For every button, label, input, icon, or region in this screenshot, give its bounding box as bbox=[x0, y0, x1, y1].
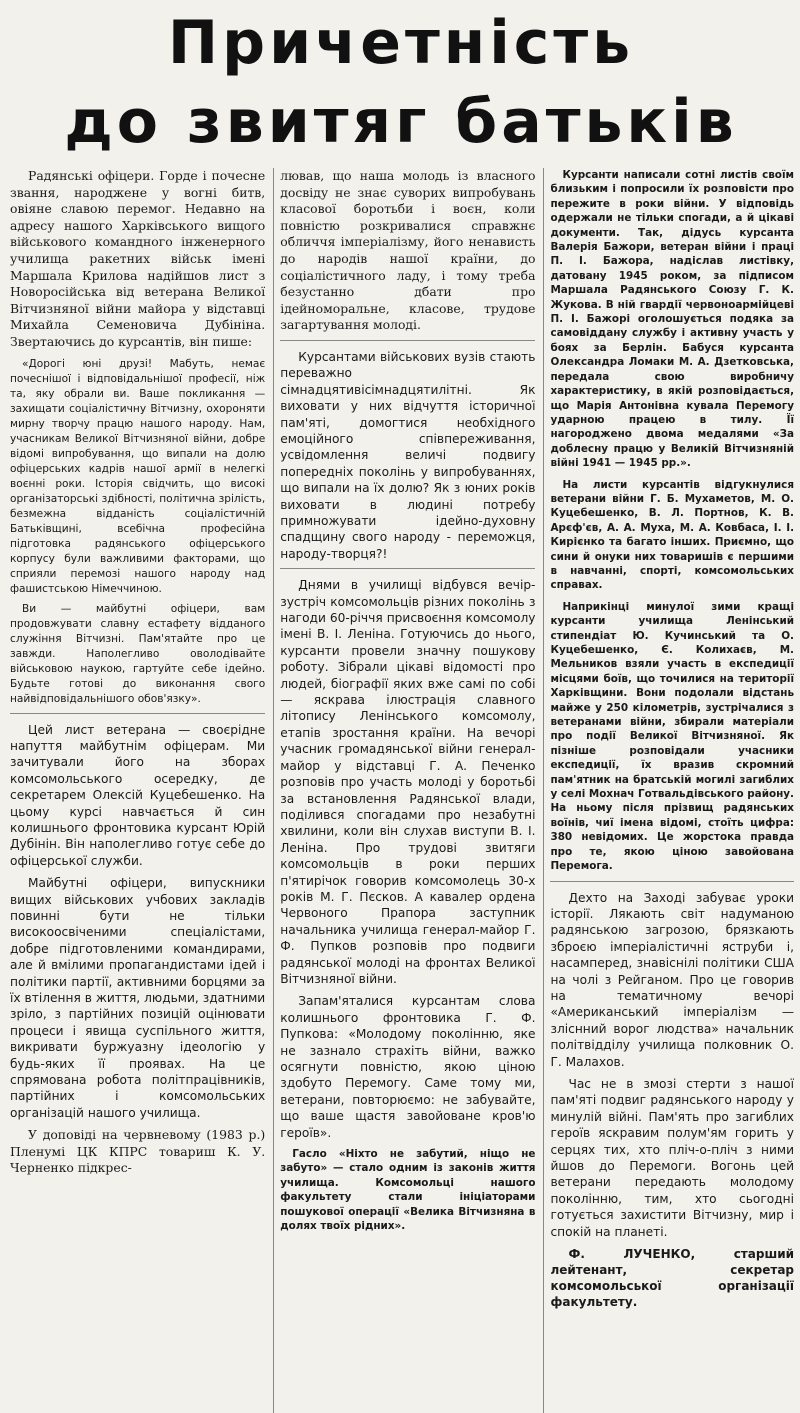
column-1 bbox=[10, 168, 265, 1413]
divider bbox=[10, 713, 265, 714]
divider bbox=[280, 340, 535, 341]
paragraph-motto: Гасло «Ніхто не забутий, ніщо не забуто» — стало одним із законів життя училища. Комсомольці нашого факультету стали ініціаторами пошукової операції «Велика Вітчизняна в долях твоїх рідних». bbox=[280, 1148, 536, 1233]
paragraph-letters: Курсанти написали сотні листів своїм близьким і попросили їх розповісти про пережите в роки війни. У відповідь одержали не тільки спогади, а й цікаві документи. Так, дідусь курсанта Валерія Бажори, ветеран війни і праці П. І. Бажора, надіслав листівку, датовану 1945 роком, за підписом Маршала Радянського Союзу Г. К. Жукова. В ній гвардії червоноармійцеві П. І. Бажорі оголошується подяка за самовіддану службу і активну участь у боях за Берлін. Бабуся курсанта Олександра Ломаки М. А. Дзетковська, передала свою виробничу характеристику, в якій розповідається, що Марія Антонівна кувала Перемогу ударною працею в тилу. Її нагороджено двома медалями «За доблесну працю у Великій Вітчизняній війні 1941 — 1945 рр.». bbox=[550, 169, 794, 470]
author-signature: Ф. ЛУЧЕНКО, старший лейтенант, секретар комсомольської організації факультету. bbox=[550, 1247, 794, 1310]
article-headline bbox=[10, 6, 792, 164]
paragraph-plenum: У доповіді на червневому (1983 р.) Пленумі ЦК КПРС товариш К. У. Черненко підкрес- bbox=[10, 1127, 266, 1176]
column-3 bbox=[543, 168, 794, 1413]
paragraph-pupkov-words: Запам'яталися курсантам слова колишнього фронтовика Г. Ф. Пупкова: «Молодому поколінню, яке не зазнало страхіть війни, важко осягнути повністю, якою ціною здобуто Перемогу. Саме тому ми, ветерани, повторюємо: не забувайте, що ваше щастя завойоване кров'ю героїв». bbox=[280, 994, 536, 1140]
paragraph-cadets-age: Курсантами військових вузів стають переважно сімнадцятивісімнадцятилітні. Як виховати у них відчуття історичної пам'яті, домогтися необхідного емоційного співпереживання, усвідомлення величі подвигу попередніх поколінь у випробуваннях, що випали на їх долю? Як з юних років виховати в людині потребу примножувати ідейно-духовну спадщину свого народу - переможця, народу-творця?! bbox=[280, 349, 536, 561]
paragraph-expedition: Наприкінці минулої зими кращі курсанти училища Ленінський стипендіат Ю. Кучинський та О. Куцебешенко, Є. Колихаєв, М. Мельников взяли участь в експедиції місцями боїв, що точилися на території Харківщини. Вони подолали відстань майже у 250 кілометрів, зустрічалися з ветеранами війни, збирали матеріали про події Великої Вітчизняної. Як пізніше розповідали учасники експедиції, їх вразив скромний пам'ятник на братській могилі загиблих у селі Мохнач Готвальдівського району. На ньому після прізвищ радянських воїнів, чиї імена відомі, стоїть цифра: 380 невідомих. Це жорстока правда про те, якою ціною завойована Перемога. bbox=[550, 600, 794, 873]
article-columns bbox=[10, 168, 794, 1413]
paragraph-letter-meaning: Цей лист ветерана — своєрідне напуття майбутнім офіцерам. Ми зачитували його на зборах комсомольського осередку, де секретарем Олексій Куцебешенко. На цьому курсі навчається й син колишнього фронтовика курсант Юрій Дубінін. Він наполегливо готує себе до офіцерської служби. bbox=[10, 722, 266, 868]
paragraph-memory: Час не в змозі стерти з нашої пам'яті подвиг радянського народу у минулій війні. Пам'ять про загиблих героїв яскравим полум'ям горить у серцях тих, хто пліч-о-пліч з ними йшов до Перемоги. Вогонь цей ветерани передають молодому поколінню, тим, хто сьогодні готується захистити Вітчизну, мир і спокій на планеті. bbox=[550, 1076, 794, 1239]
headline-line-1: Причетність bbox=[167, 8, 635, 78]
divider bbox=[280, 568, 535, 569]
divider bbox=[550, 881, 794, 882]
headline-line-2: до звитяг батьків bbox=[64, 87, 738, 157]
paragraph-veteran-letter-end: Ви — майбутні офіцери, вам продовжувати славну естафету відданого служіння Вітчизні. Пам'ятайте про це завжди. Наполегливо оволодівайте військовою наукою, гартуйте себе ідейно. Будьте готові до виконання свого найвідповідальнішого обов'язку». bbox=[10, 602, 266, 705]
paragraph-veteran-letter: «Дорогі юні друзі! Мабуть, немає почеснішої і відповідальнішої професії, ніж та, яку обрали ви. Ваше покликання — захищати соціалістичну Вітчизну, охороняти мирну творчу працю нашого народу. Нам, учасникам Великої Вітчизняної війни, добре відомі випробування, що випали на долю офіцерських кадрів нашої армії в нелегкі воєнні роки. Історія свідчить, що високі організаторські здібності, політична зрілість, безмежна відданість соціалістичній Батьківщині, всебічна професійна підготовка радянського офіцерського корпусу були важливими факторами, що сприяли перемозі нашого народу над фашистською Німеччиною. bbox=[10, 357, 266, 595]
column-2 bbox=[273, 168, 535, 1413]
paragraph-plenum-cont: лював, що наша молодь із власного досвіду не знає суворих випробувань класової боротьби і воєн, коли повністю розкривалися справжнє обличчя імперіалізму, його ненависть до народів нашої країни, до соціалістичного ладу, і тому треба безустанно дбати про ідейноморальне, класове, трудове загартування молоді. bbox=[280, 168, 536, 333]
paragraph-future-officers: Майбутні офіцери, випускники вищих військових учбових закладів повинні бути не тільки високоосвіченими спеціалістами, добре підготовленими командирами, але й вмілими пропагандистами ідей і політики партії, активними борцями за їх втілення в життя, людьми, здатними зріло, з партійних позицій оцінювати процеси і явища суспільного життя, викривати буржуазну ідеологію у будь-яких її проявах. На це спрямована робота політпрацівників, партійних і комсомольських організацій нашого училища. bbox=[10, 876, 266, 1120]
paragraph-veterans-reply: На листи курсантів відгукнулися ветерани війни Г. Б. Мухаметов, М. О. Куцебешенко, В. Л. Портнов, К. В. Арєф'єв, А. А. Муха, М. А. Ковбаса, І. І. Кирієнко та багато інших. Приємно, що сини й онуки них товаришів є першими в навчанні, спорті, комсомольських справах. bbox=[550, 478, 794, 592]
paragraph-evening-meeting: Днями в училищі відбувся вечір-зустріч комсомольців різних поколінь з нагоди 60-річчя присвоєння комсомолу імені В. І. Леніна. Готуючись до нього, курсанти провели значну пошукову роботу. Зібрали цікаві відомості про людей, біографії яких вже самі по собі — яскрава ілюстрація славного літопису Ленінського комсомолу, етапів зростання країни. На вечорі учасник громадянської війни генерал-майор у відставці Г. А. Печенко розповів про участь молоді у боротьбі за встановлення Радянської влади, поділився спогадами про незабутні хвилини, коли він слухав виступи В. І. Леніна. Про трудові звитяги комсомольців в роки перших п'ятирічок говорив комсомолець 30-х років М. Г. Пєсков. А кавалер ордена Червоного Прапора заступник начальника училища генерал-майор Г. Ф. Пупков розповів про подвиги радянської молоді на фронтах Великої Вітчизняної війни. bbox=[280, 578, 536, 986]
paragraph-west: Дехто на Заході забуває уроки історії. Лякають світ надуманою радянською загрозою, брязкають зброєю імперіалістичні яструби і, насамперед, знавіснілі політики США на чолі з Рейганом. Про це говорив на тематичному вечорі «Американський імперіалізм — зліснний ворог людства» начальник політвідділу училища полковник О. Г. Малахов. bbox=[550, 890, 794, 1069]
paragraph-intro: Радянські офіцери. Горде і почесне звання, народжене у вогні битв, овіяне славою перемог. Недавно на адресу нашого Харківського вищого військового командного інженерного училища ракетних військ імені Маршала Крилова надійшов лист з Новоросійська від ветерана Великої Вітчизняної війни майора у відставці Михайла Семеновича Дубініна. Звертаючись до курсантів, він пише: bbox=[10, 168, 266, 349]
